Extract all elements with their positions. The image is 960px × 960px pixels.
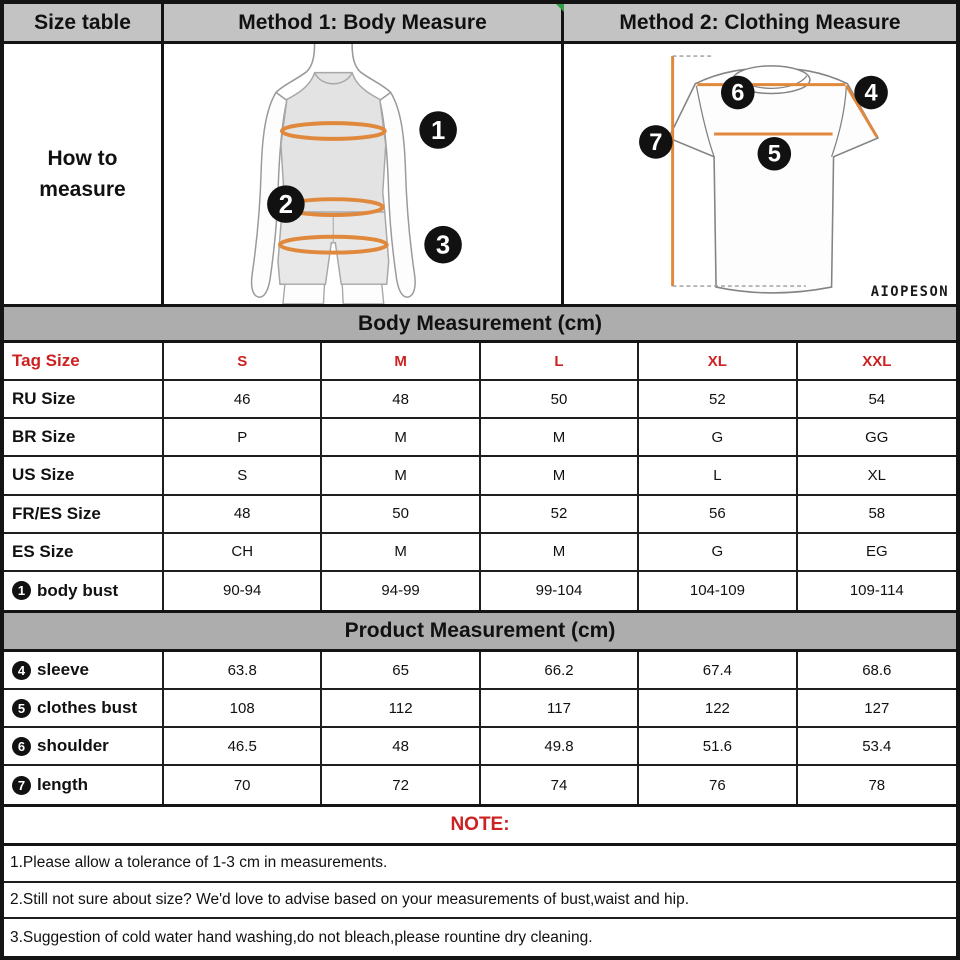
green-corner-marker bbox=[556, 4, 564, 12]
size-value: G bbox=[639, 534, 797, 572]
marker-6 bbox=[721, 76, 755, 110]
illustration-row bbox=[4, 44, 956, 307]
size-value: S bbox=[164, 457, 322, 495]
row-label-shoulder: 6 shoulder bbox=[4, 728, 164, 766]
tag-size-xl: XL bbox=[639, 343, 797, 381]
body-figure-drawing bbox=[164, 44, 561, 304]
marker-7 bbox=[639, 125, 673, 159]
note-item-2: 2.Still not sure about size? We'd love to advise based on your measurements of bust,waist and hip. bbox=[4, 883, 956, 920]
size-value: 63.8 bbox=[164, 652, 322, 690]
size-value: 78 bbox=[868, 776, 886, 794]
method2-title: Method 2: Clothing Measure bbox=[619, 10, 901, 34]
size-value: P bbox=[164, 419, 322, 457]
brand-watermark: AIOPESON bbox=[870, 283, 950, 300]
size-value: CH bbox=[164, 534, 322, 572]
svg-text:6: 6 bbox=[731, 80, 745, 107]
tag-size-s: S bbox=[164, 343, 322, 381]
marker-2 bbox=[267, 185, 305, 223]
tag-size-xxl: XXL bbox=[798, 343, 956, 381]
size-value: 50 bbox=[481, 381, 639, 419]
product-measurement-title: Product Measurement (cm) bbox=[4, 613, 956, 652]
how-to-measure-label: How to measure bbox=[4, 44, 164, 304]
marker-1 bbox=[419, 111, 457, 149]
size-value: L bbox=[639, 457, 797, 495]
marker-4 bbox=[854, 76, 888, 110]
row-label-es-size: ES Size bbox=[4, 534, 164, 572]
size-value: 48 bbox=[322, 728, 480, 766]
right-leg bbox=[342, 284, 384, 304]
size-value: 99-104 bbox=[481, 572, 639, 610]
size-value: 127 bbox=[798, 690, 956, 728]
method1-title: Method 1: Body Measure bbox=[164, 4, 564, 41]
size-value: 112 bbox=[322, 690, 480, 728]
size-value: 48 bbox=[164, 496, 322, 534]
svg-text:1: 1 bbox=[430, 116, 446, 145]
size-value: 54 bbox=[798, 381, 956, 419]
size-value: 90-94 bbox=[164, 572, 322, 610]
row-label-tag-size: Tag Size bbox=[4, 343, 164, 381]
size-value: 53.4 bbox=[798, 728, 956, 766]
svg-text:5: 5 bbox=[767, 141, 781, 168]
size-value: M bbox=[322, 534, 480, 572]
size-value: 58 bbox=[798, 496, 956, 534]
size-value: 109-114 bbox=[849, 582, 904, 600]
tag-size-l: L bbox=[481, 343, 639, 381]
size-value: 52 bbox=[639, 381, 797, 419]
size-value: 51.6 bbox=[639, 728, 797, 766]
size-value: M bbox=[481, 534, 639, 572]
circled-number-5: 5 bbox=[12, 699, 31, 718]
size-value: 48 bbox=[322, 381, 480, 419]
circled-number-6: 6 bbox=[12, 737, 31, 756]
note-title: NOTE: bbox=[4, 807, 956, 846]
size-value: 46.5 bbox=[164, 728, 322, 766]
notes-list bbox=[4, 846, 956, 956]
size-value: 122 bbox=[639, 690, 797, 728]
svg-text:4: 4 bbox=[864, 80, 878, 107]
tag-size-m: M bbox=[322, 343, 480, 381]
size-value: 104-109 bbox=[639, 572, 797, 610]
size-value: 67.4 bbox=[639, 652, 797, 690]
size-value: 117 bbox=[481, 690, 639, 728]
product-measurement-table bbox=[4, 652, 956, 807]
note-item-3: 3.Suggestion of cold water hand washing,do not bleach,please rountine dry cleaning. bbox=[10, 928, 593, 946]
circled-number-1: 1 bbox=[12, 581, 31, 600]
size-value: 76 bbox=[639, 766, 797, 804]
top-header-row bbox=[4, 4, 956, 44]
row-label-clothes-bust: 5 clothes bust bbox=[4, 690, 164, 728]
tshirt-drawing bbox=[564, 44, 956, 304]
body-measurement-table bbox=[4, 343, 956, 613]
size-value: 50 bbox=[322, 496, 480, 534]
left-leg bbox=[283, 284, 325, 304]
size-value: M bbox=[481, 419, 639, 457]
size-table-title: Size table bbox=[4, 4, 164, 41]
size-value: M bbox=[481, 457, 639, 495]
size-value: 68.6 bbox=[798, 652, 956, 690]
marker-5 bbox=[758, 137, 792, 171]
size-value: 66.2 bbox=[481, 652, 639, 690]
size-value: GG bbox=[798, 419, 956, 457]
svg-text:3: 3 bbox=[435, 231, 451, 260]
row-label-fres-size: FR/ES Size bbox=[4, 496, 164, 534]
size-value: 74 bbox=[481, 766, 639, 804]
svg-text:7: 7 bbox=[649, 129, 663, 156]
note-item-1: 1.Please allow a tolerance of 1-3 cm in measurements. bbox=[4, 846, 956, 883]
size-value: EG bbox=[798, 534, 956, 572]
size-value: 70 bbox=[164, 766, 322, 804]
size-value: G bbox=[639, 419, 797, 457]
row-label-length: 7 length bbox=[4, 766, 164, 804]
row-label-br-size: BR Size bbox=[4, 419, 164, 457]
circled-number-4: 4 bbox=[12, 661, 31, 680]
size-value: 56 bbox=[639, 496, 797, 534]
clothing-measure-illustration bbox=[564, 44, 956, 304]
row-label-body-bust: 1 body bust bbox=[4, 572, 164, 610]
body-measurement-title: Body Measurement (cm) bbox=[4, 307, 956, 343]
marker-3 bbox=[424, 226, 462, 264]
row-label-sleeve: 4 sleeve bbox=[4, 652, 164, 690]
size-value: XL bbox=[798, 457, 956, 495]
size-value: 94-99 bbox=[322, 572, 480, 610]
svg-text:2: 2 bbox=[278, 191, 294, 220]
size-value: M bbox=[322, 457, 480, 495]
circled-number-7: 7 bbox=[12, 776, 31, 795]
size-value: 108 bbox=[164, 690, 322, 728]
size-value: M bbox=[322, 419, 480, 457]
size-value: 52 bbox=[481, 496, 639, 534]
row-label-us-size: US Size bbox=[4, 457, 164, 495]
size-value: 72 bbox=[322, 766, 480, 804]
size-value: 65 bbox=[322, 652, 480, 690]
body-measure-illustration bbox=[164, 44, 564, 304]
row-label-ru-size: RU Size bbox=[4, 381, 164, 419]
size-value: 46 bbox=[164, 381, 322, 419]
size-value: 49.8 bbox=[481, 728, 639, 766]
